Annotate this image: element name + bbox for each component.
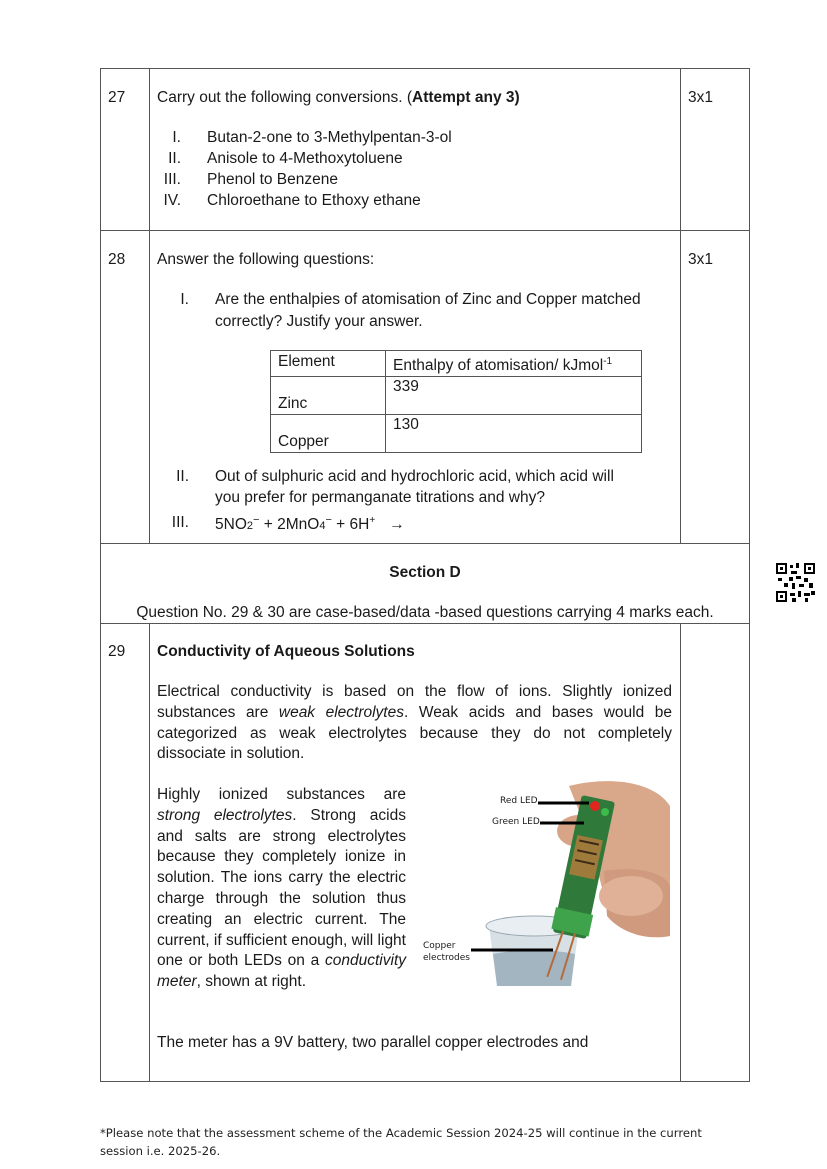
case-paragraph: Highly ionized substances are strong electrolytes. Strong acids and salts are strong electrolytes because they completely ionize in solution. The ions carry the electric charge through the solution thus creating an electric current. The current, if sufficient enough, will light one or both LEDs on a conductivity meter, shown at right. <box>157 786 406 991</box>
question-marks: 3x1 <box>688 251 713 268</box>
item-roman: III. <box>163 171 181 188</box>
figure-label: electrodes <box>423 953 470 963</box>
footer-note <box>100 1124 740 1160</box>
table-row <box>271 415 642 453</box>
figure-label: Red LED <box>500 796 538 806</box>
item-roman: III. <box>171 514 189 531</box>
question-stem: Answer the following questions: <box>157 251 375 268</box>
question-number: 29 <box>108 643 126 660</box>
item-roman: II. <box>168 150 181 167</box>
subquestion-line: Are the enthalpies of atomisation of Zinc and Copper matched <box>215 291 641 308</box>
section-title: Section D <box>389 564 461 581</box>
footer-line: session i.e. 2025-26. <box>100 1144 221 1158</box>
conversion-item: Chloroethane to Ethoxy ethane <box>207 192 421 209</box>
table-row <box>271 377 642 415</box>
item-roman: I. <box>180 291 189 308</box>
conversion-item: Phenol to Benzene <box>207 171 338 188</box>
enthalpy-table <box>270 350 642 453</box>
subquestion-line: Out of sulphuric acid and hydrochloric acid, which acid will <box>215 468 614 485</box>
case-paragraph: The meter has a 9V battery, two parallel copper electrodes and <box>157 1034 589 1051</box>
subquestion-line: you prefer for permanganate titrations and why? <box>215 489 545 506</box>
question-stem: Carry out the following conversions. (Attempt any 3) <box>157 89 520 106</box>
chemical-equation: 5NO2− + 2MnO4− + 6H+ → <box>215 514 405 534</box>
figure-label: Copper <box>423 941 456 951</box>
table-header-cell: Element <box>271 351 386 377</box>
footer-line: *Please note that the assessment scheme of the Academic Session 2024-25 will continue in the current <box>100 1126 702 1140</box>
column-divider <box>149 68 150 544</box>
table-cell: 339 <box>386 377 642 415</box>
qr-code <box>776 563 815 602</box>
row-divider <box>100 543 750 544</box>
case-paragraph: Electrical conductivity is based on the flow of ions. Slightly ionized substances are weak electrolytes. Weak acids and bases would be categorized as weak electrolytes because they do not completely dissociate in solution. <box>157 683 672 763</box>
question-number: 27 <box>108 89 126 106</box>
table-header-cell: Enthalpy of atomisation/ kJmol$^{-1}$ <box>386 351 642 377</box>
question-number: 28 <box>108 251 126 268</box>
conductivity-meter-photo <box>419 776 670 986</box>
item-roman: II. <box>176 468 189 485</box>
item-roman: IV. <box>163 192 181 209</box>
column-divider <box>680 68 681 544</box>
row-divider <box>100 623 750 624</box>
conversion-item: Anisole to 4-Methoxytoluene <box>207 150 403 167</box>
subquestion-line: correctly? Justify your answer. <box>215 313 423 330</box>
item-roman: I. <box>172 129 181 146</box>
column-divider <box>149 623 150 1082</box>
case-title: Conductivity of Aqueous Solutions <box>157 643 415 660</box>
section-note: Question No. 29 & 30 are case-based/data -based questions carrying 4 marks each. <box>136 604 714 621</box>
table-cell: 130 <box>386 415 642 453</box>
conversion-item: Butan-2-one to 3-Methylpentan-3-ol <box>207 129 452 146</box>
table-row <box>271 351 642 377</box>
question-marks: 3x1 <box>688 89 713 106</box>
table-cell: Copper <box>271 415 386 453</box>
column-divider <box>680 623 681 1082</box>
figure-label: Green LED <box>492 817 540 827</box>
row-divider <box>100 230 750 231</box>
table-cell: Zinc <box>271 377 386 415</box>
